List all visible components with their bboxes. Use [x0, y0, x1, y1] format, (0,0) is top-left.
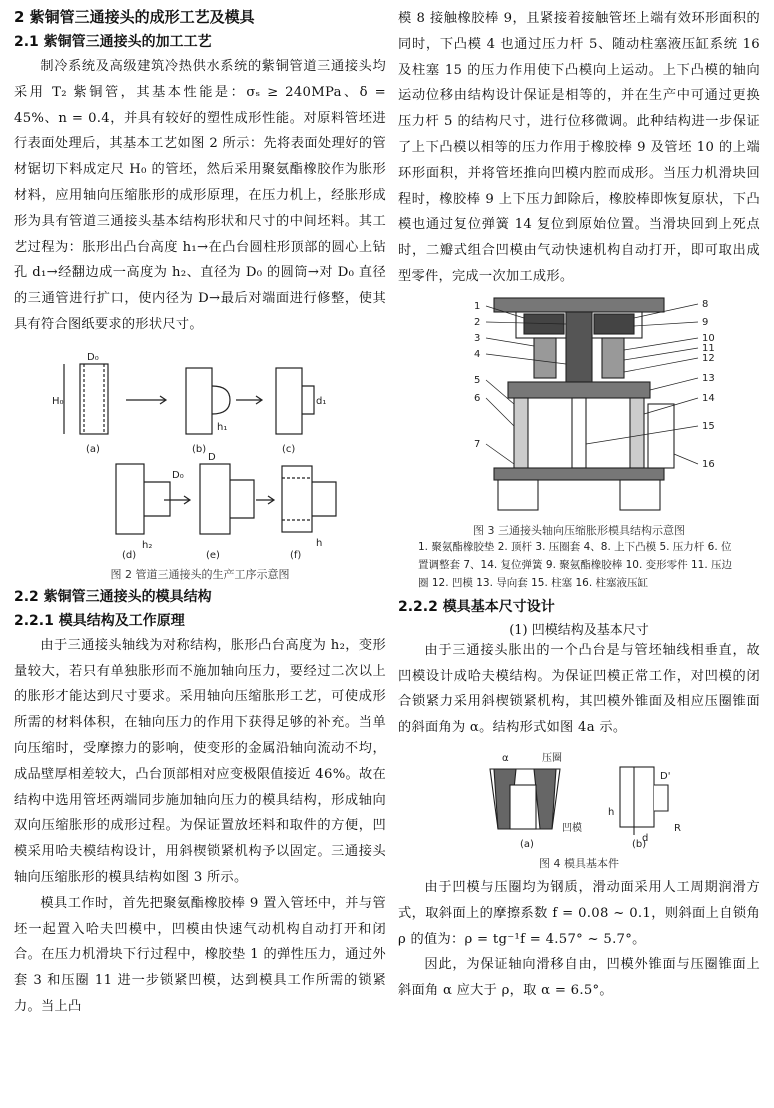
paragraph-2-2-2-a: 由于三通接头胀出的一个凸台是与管坯轴线相垂直，故凹模设计成哈夫模结构。为保证凹模正常工作，对凹模的闭合锁紧力采用斜楔锁紧机构，其凹模外锥面及相应压圈锥面的斜面角为 α。结构形式如图 4a 示。 [398, 642, 760, 736]
fig2-dim-D: D [208, 451, 216, 463]
right-column [398, 6, 760, 1004]
figure-4 [398, 745, 760, 871]
subsection-2-2-title: 2.2 紫铜管三通接头的模具结构 [14, 588, 212, 605]
fig2-label-d: (d) [122, 549, 137, 561]
fig4-R: R [674, 822, 681, 834]
fig3-num-15: 15 [702, 420, 715, 432]
fig4-h: h [608, 806, 615, 818]
figure-3-caption: 图 3 三通接头轴向压缩胀形模具结构示意图 [473, 523, 685, 537]
figure-2-drawing [14, 342, 386, 564]
fig2-dim-H0: H₀ [52, 395, 64, 407]
fig3-num-12: 12 [702, 352, 715, 364]
fig2-label-e: (e) [206, 549, 220, 561]
item-die-structure: (1) 凹模结构及基本尺寸 [509, 622, 649, 638]
figure-2 [14, 342, 386, 582]
figure-4-drawing [398, 745, 760, 853]
figure-2-caption: 图 2 管道三通接头的生产工序示意图 [110, 567, 290, 581]
fig4-alpha: α [502, 752, 509, 764]
fig3-num-11: 11 [702, 342, 715, 354]
paragraph-2-2-2-b: 由于凹模与压圈均为钢质，滑动面采用人工周期润滑方式，取斜面上的摩擦系数 f = 0.08 ~ 0.1，则斜面上自锁角 ρ 的值为：ρ = tg⁻¹f = 4.57° ~ 5.7°。 [398, 879, 760, 947]
fig3-num-9: 9 [702, 316, 709, 328]
fig3-num-1: 1 [474, 300, 481, 312]
paragraph-2-2-2-c: 因此，为保证轴向滑移自由，凹模外锥面与压圈锥面上斜面角 α 应大于 ρ，取 α = 6.5°。 [398, 957, 760, 999]
fig3-num-4: 4 [474, 348, 481, 360]
figure-3 [398, 294, 760, 592]
fig4-d: d [642, 832, 649, 844]
fig3-num-7: 7 [474, 438, 481, 450]
fig3-num-2: 2 [474, 316, 481, 328]
fig3-num-13: 13 [702, 372, 715, 384]
fig2-dim-h2: h₂ [142, 539, 153, 551]
subsection-2-1-title: 2.1 紫铜管三通接头的加工工艺 [14, 34, 212, 50]
fig3-num-3: 3 [474, 332, 481, 344]
fig3-num-16: 16 [702, 458, 715, 470]
fig2-dim-h1: h₁ [217, 421, 228, 433]
fig4-pressure-ring: 压圈 [542, 752, 562, 764]
figure-3-legend: 1. 聚氨酯橡胶垫 2. 顶杆 3. 压圈套 4、8. 上下凸模 5. 压力杆 6. 位置调整套 7、14. 复位弹簧 9. 聚氨酯橡胶棒 10. 变形零件 11. 压边圈 12. 凹模 13. 导向套 15. 柱塞 16. 柱塞液压缸 [418, 540, 732, 589]
paragraph-2-1: 制冷系统及高级建筑冷热供水系统的紫铜管道三通接头均采用 T₂ 紫铜管，其基本性能是：σₛ ≥ 240MPa、δ = 45%、n = 0.4，并具有较好的塑性成形性能。对原料管坯进行表面处理后，其基本工艺如图 2 所示：先将表面处理好的管材锯切下料成定尺 H₀ 的管坯，然后采用聚氨酯橡胶作为胀形材料，应用轴向压缩胀形的成形原理，在压力机上，经胀形成形为具有管道三通接头基本结构形状和尺寸的中间坯料。其工艺过程为：胀形出凸台高度 h₁→在凸台圆柱形顶部的圆心上钻孔 d₁→经翻边成一高度为 h₂、直径为 D₀ 的圆筒→对 D₀ 直径的三通管进行扩口，使内径为 D→最后对端面进行修整，使其具有符合图纸要求的形状尺寸。 [14, 59, 386, 332]
fig3-num-10: 10 [702, 332, 715, 344]
left-column [14, 6, 386, 1020]
paragraph-2-2-1-a: 由于三通接头轴线为对称结构，胀形凸台高度为 h₂，变形量较大，若只有单独胀形而不施加轴向压力，要经过二次以上的胀形才能达到尺寸要求。采用轴向压缩胀形工艺，可使成形所需的材料体积，在轴向压力的作用下获得足够的补充。当单向压缩时，受摩擦力的影响，使变形的金属沿轴向流动不均，成品壁厚相差较大，凸台顶部相对应变极限值接近 46%。故在结构中选用管坯两端同步施加轴向压力的模具结构，形成轴向双向压缩胀形的成形过程。为保证置放坯料和取件的方便，凹模采用哈夫模结构设计，用斜楔锁紧机构予以固定。三通接头轴向压缩胀形的模具结构如图 3 所示。 [14, 637, 386, 885]
paragraph-2-2-1-b: 模具工作时，首先把聚氨酯橡胶棒 9 置入管坯中，并与管坯一起置入哈夫凹模中，凹模由快速气动机构自动打开和闭合。在压力机滑块下行过程中，橡胶垫 1 的弹性压力，通过外套 3 和压圈 11 进一步锁紧凹模，达到模具工作所需的锁紧力。当上凸 [14, 895, 386, 1014]
fig2-dim-D0-d: D₀ [172, 469, 184, 481]
fig3-num-5: 5 [474, 374, 481, 386]
fig3-num-6: 6 [474, 392, 481, 404]
fig4-D-prime: D' [660, 770, 671, 782]
fig2-label-c: (c) [282, 443, 296, 455]
fig2-dim-h: h [316, 537, 323, 549]
paragraph-2-2-1-c: 模 8 接触橡胶棒 9，且紧接着接触管坯上端有效环形面积的同时，下凸模 4 也通过压力杆 5、随动柱塞液压缸系统 16 及柱塞 15 的压力作用使下凸模向上运动。上下凸模的轴向运动位移由结构设计保证是相等的，并在生产中可通过更换压力杆 5 的结构尺寸，进行位移微调。此种结构进一步保证了上下凸模以相等的压力作用于橡胶棒 9 及管坯 10 的上端环形面积，并将管坯推向凹模内腔而成形。当压力机滑块回程时，橡胶棒 9 上下压力卸除后，橡胶棒即恢复原状，下凸模也通过复位弹簧 14 复位到原始位置。当滑块回到上死点时，二瓣式组合凹模由气动快速机构自动打开，即可取出成型零件，完成一次加工成形。 [398, 11, 760, 284]
fig3-num-8: 8 [702, 298, 709, 310]
fig3-num-14: 14 [702, 392, 715, 404]
section-heading: 2 紫铜管三通接头的成形工艺及模具 [14, 8, 255, 26]
figure-3-drawing [398, 294, 760, 520]
fig2-label-b: (b) [192, 443, 207, 455]
subsection-2-2-1-title: 2.2.1 模具结构及工作原理 [14, 612, 185, 629]
fig4-label-b: (b) [632, 838, 647, 850]
fig4-die: 凹模 [562, 822, 582, 834]
subsection-2-2-2-title: 2.2.2 模具基本尺寸设计 [398, 598, 555, 615]
fig2-label-f: (f) [290, 549, 302, 561]
fig4-label-a: (a) [520, 838, 534, 850]
figure-4-caption: 图 4 模具基本件 [539, 856, 619, 870]
fig2-dim-D0: D₀ [87, 351, 99, 363]
fig2-label-a: (a) [86, 443, 100, 455]
fig2-dim-d1: d₁ [316, 395, 327, 407]
